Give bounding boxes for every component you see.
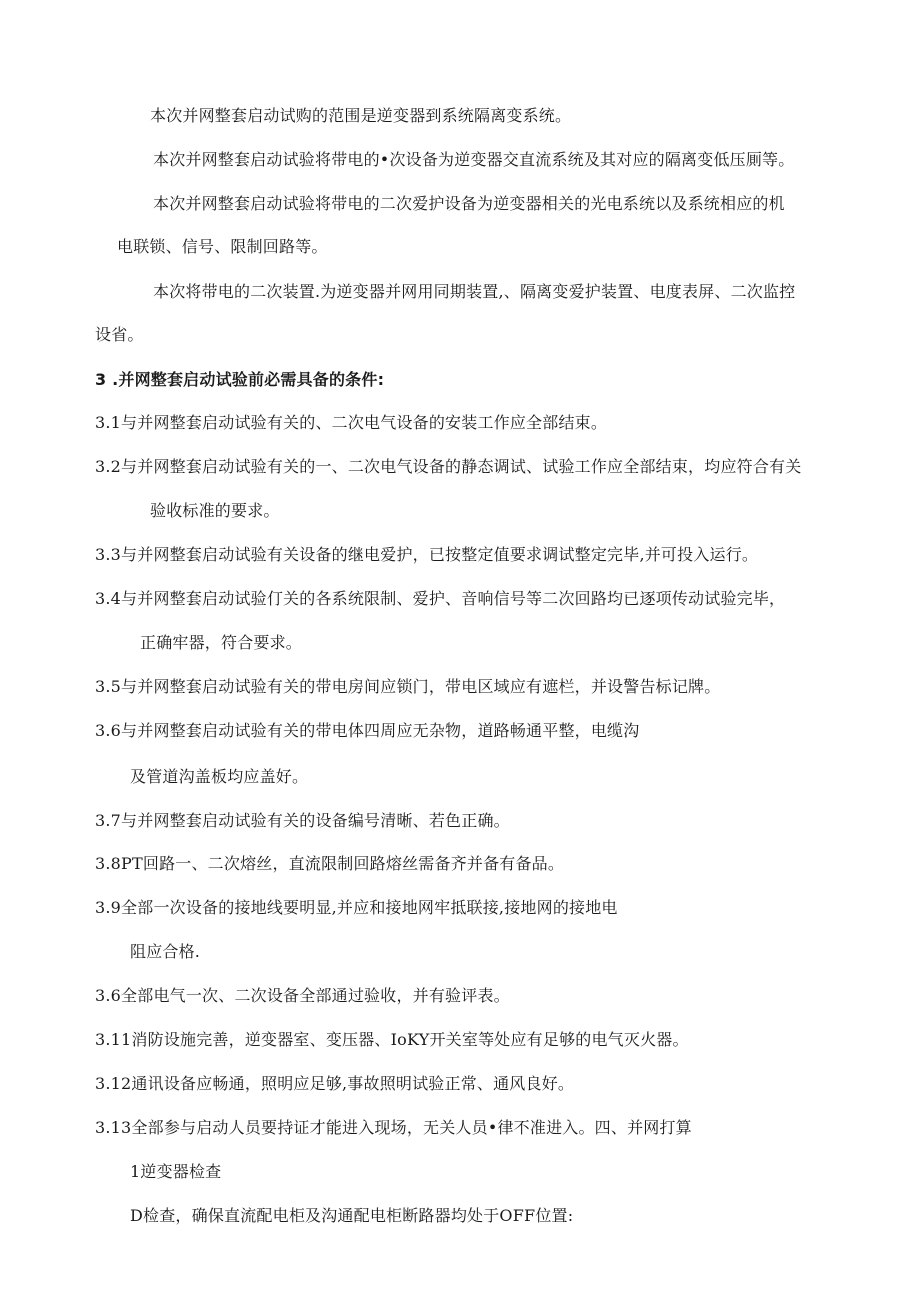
list-item: 3.8PT回路一、二次熔丝，直流限制回路熔丝需备齐并备有备品。 [95,854,565,873]
list-item: 3.5与并网整套启动试验有关的带电房间应锁门，带电区域应有遮栏，并设警告标记牌。 [95,677,721,696]
list-item: 3.7与并网整套启动试验有关的设备编号清晰、若色正确。 [95,811,510,830]
list-item: 3.6与并网整套启动试验有关的带电体四周应无杂物，道路畅通平整，电缆沟 [95,721,640,740]
paragraph-scope: 本次并网整套启动试购的范围是逆变器到系统隔离变系统。 [150,106,572,125]
subsection-title: 1逆变器检查 [130,1162,222,1181]
list-item: 3.2与并网整套启动试验有关的一、二次电气设备的静态调试、试验工作应全部结束，均应符合有关 [95,457,802,476]
list-item: 3.3与并网整套启动试验有关设备的继电爱护，已按整定值要求调试整定完毕,并可投入运行。 [95,545,759,564]
list-item: 3.6全部电气一次、二次设备全部通过验收，并有验评表。 [95,986,510,1005]
paragraph-secondary-protection-cont: 电联锁、信号、限制回路等。 [117,237,328,256]
paragraph-primary-equipment: 本次并网整套启动试验将带电的•次设备为逆变器交直流系统及其对应的隔离变低压厠等。 [153,150,795,169]
paragraph-secondary-protection: 本次并网整套启动试验将带电的二次爱护设备为逆变器相关的光电系统以及系统相应的机 [153,194,785,213]
paragraph-secondary-devices: 本次将带电的二次装置.为逆变器并网用同期装置,、隔离变爱护装置、电度表屏、二次监控 [153,282,796,301]
section-heading: 3 .并网整套启动试验前必需具备的条件: [95,370,385,389]
list-item-continuation: 验收标准的要求。 [150,501,280,520]
list-item-continuation: 及管道沟盖板均应盖好。 [130,767,309,786]
list-item: 3.4与并网整套启动试验仃关的各系统限制、爱护、音响信号等二次回路均已逐项传动试验完毕， [95,589,786,608]
list-item: 3.1与并网整套启动试验有关的、二次电气设备的安装工作应全部结束。 [95,413,608,432]
list-item: 3.12通讯设备应畅通，照明应足够,事故照明试验正常、通风良好。 [95,1074,575,1093]
list-item: 3.11消防设施完善，逆变器室、变压器、IoKY开关室等处应有足够的电气灭火器。 [95,1030,689,1049]
list-item: 3.13全部参与启动人员要持证才能进入现场，无关人员•律不准进入。四、并网打算 [95,1118,692,1137]
list-item-continuation: 阻应合格. [130,942,201,961]
paragraph-secondary-devices-cont: 设省。 [95,325,144,344]
list-item: D检查，确保直流配电柜及沟通配电柜断路器均处于OFF位置: [130,1206,574,1225]
list-item-continuation: 正确牢器，符合要求。 [140,633,303,652]
list-item: 3.9全部一次设备的接地线要明显,并应和接地网牢抵联接,接地网的接地电 [95,898,618,917]
